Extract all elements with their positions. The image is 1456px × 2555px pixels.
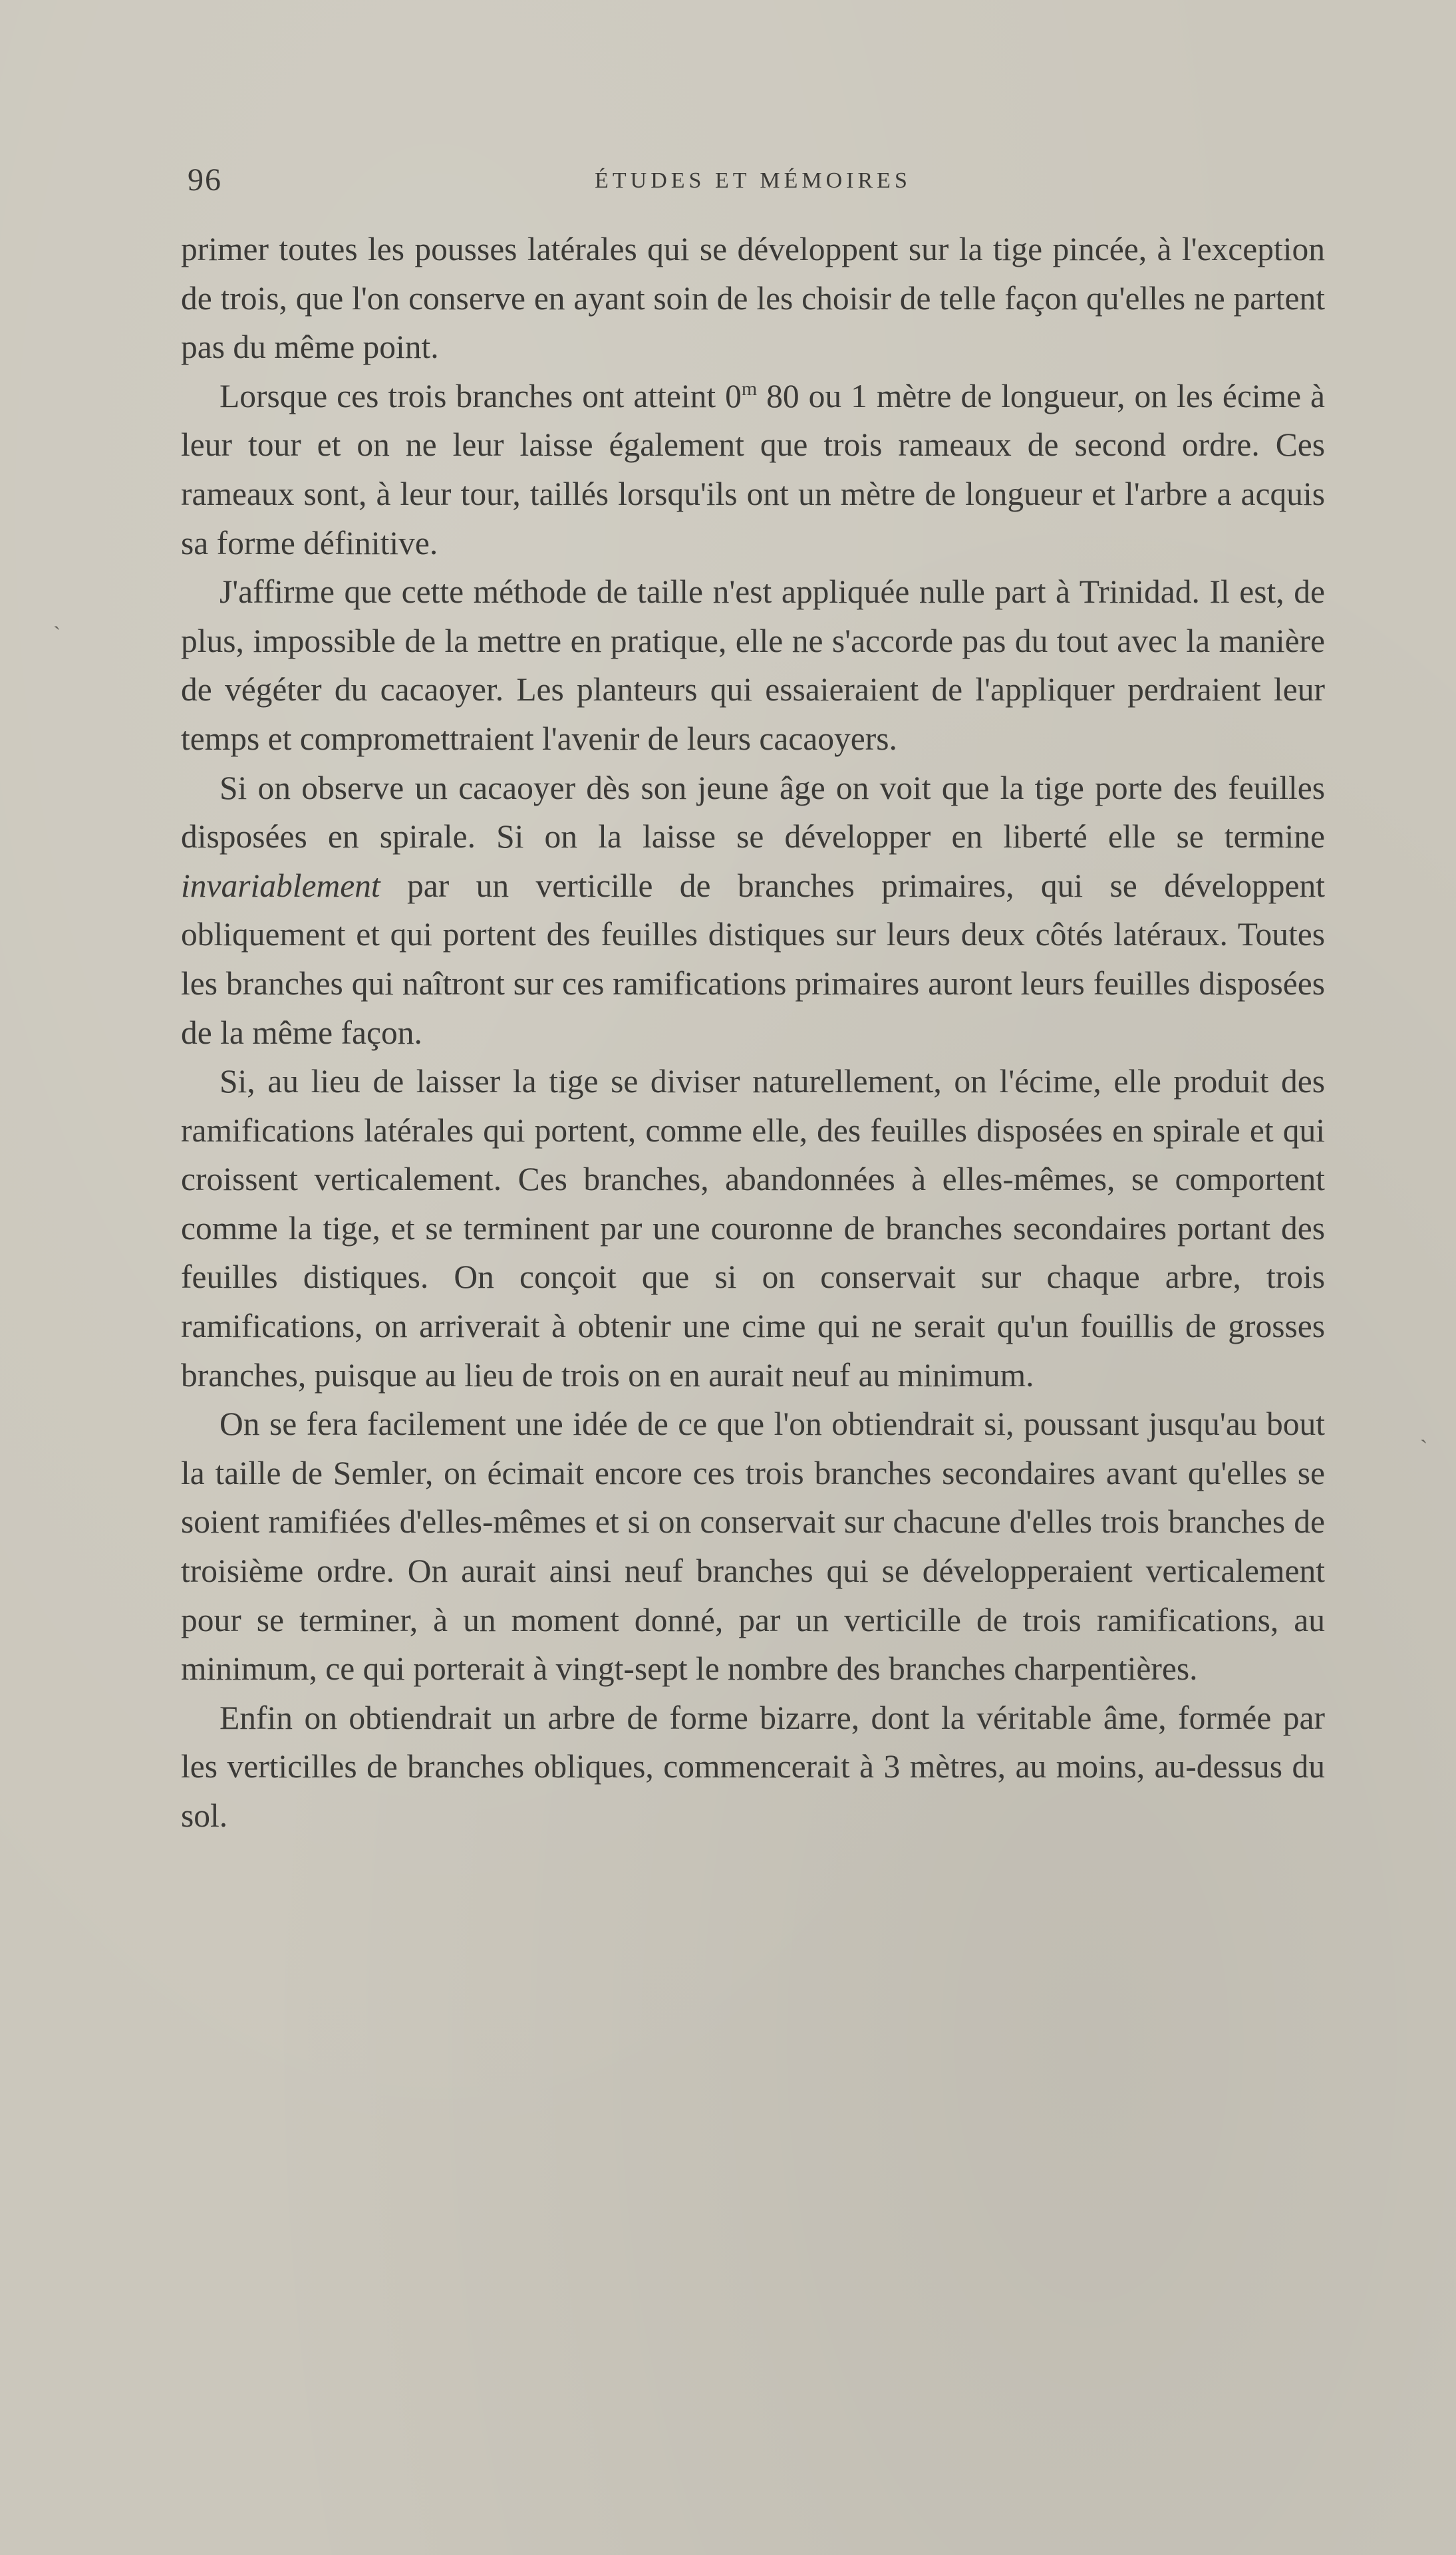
paragraph-text: 80 ou 1 mètre de longueur, on les écime à leur tour et on ne leur laisse également que trois rameaux de second ordre. Ces rameaux sont, à leur tour, taillés lorsqu'ils ont un mètre de longueur et l'arbre a acquis sa forme définitive. (181, 377, 1325, 561)
paragraph: On se fera facilement une idée de ce que l'on obtiendrait si, poussant jusqu'au bout la taille de Semler, on écimait encore ces trois branches secondaires avant qu'elles se soient ramifiées d'elles-mêmes et si on conservait sur chacune d'elles trois branches de troisième ordre. On aurait ainsi neuf branches qui se développeraient verticalement pour se terminer, à un moment donné, par un verticille de trois ramifications, au minimum, ce qui porterait à vingt-sept le nombre des branches charpentières. (181, 1406, 1325, 1688)
body-text (181, 225, 1325, 1841)
paragraph (181, 372, 1325, 567)
paragraph: J'affirme que cette méthode de taille n'est appliquée nulle part à Trinidad. Il est, de plus, impossible de la mettre en pratique, elle ne s'accorde pas du tout avec la manière de végéter du cacaoyer. Les planteurs qui essaieraient de l'appliquer perdraient leur temps et compromettraient l'avenir de leurs cacaoyers. (181, 573, 1325, 757)
paragraph: Si, au lieu de laisser la tige se diviser naturellement, on l'écime, elle produit des ramifications latérales qui portent, comme elle, des feuilles disposées en spirale et qui croissent verticalement. Ces branches, abandonnées à elles-mêmes, se comportent comme la tige, et se terminent par une couronne de branches secondaires portant des feuilles distiques. On conçoit que si on conservait sur chaque arbre, trois ramifications, on arriverait à obtenir une cime qui ne serait qu'un fouillis de grosses branches, puisque au lieu de trois on en aurait neuf au minimum. (181, 1063, 1325, 1394)
paragraph: primer toutes les pousses latérales qui se développent sur la tige pincée, à l'exception de trois, que l'on conserve en ayant soin de les choisir de telle façon qu'elles ne partent pas du même point. (181, 231, 1325, 366)
page-number: 96 (188, 162, 222, 198)
margin-speck: ˎ (53, 605, 61, 630)
paragraph-text: par un verticille de branches primaires, qui se développent obliquement et qui portent des feuilles distiques sur leurs deux côtés latéraux. Toutes les branches qui naîtront sur ces ramifications primaires auront leurs feuilles disposées de la même façon. (181, 867, 1325, 1051)
paragraph-text: Si on observe un cacaoyer dès son jeune âge on voit que la tige porte des feuilles disposées en spirale. Si on la laisse se développer en liberté elle se termine (181, 769, 1325, 855)
paragraph: Enfin on obtiendrait un arbre de forme bizarre, dont la véritable âme, formée par les verticilles de branches obliques, commencerait à 3 mètres, au moins, au-dessus du sol. (181, 1699, 1325, 1834)
paragraph-text: Lorsque ces trois branches ont atteint 0 (219, 377, 742, 414)
paragraph (181, 764, 1325, 1058)
margin-speck: ˏ (1420, 1419, 1428, 1443)
unit-superscript: m (741, 377, 758, 400)
running-head: ÉTUDES ET MÉMOIRES (595, 168, 911, 193)
page-header (181, 157, 1325, 204)
emphasis-text: invariablement (181, 867, 380, 904)
